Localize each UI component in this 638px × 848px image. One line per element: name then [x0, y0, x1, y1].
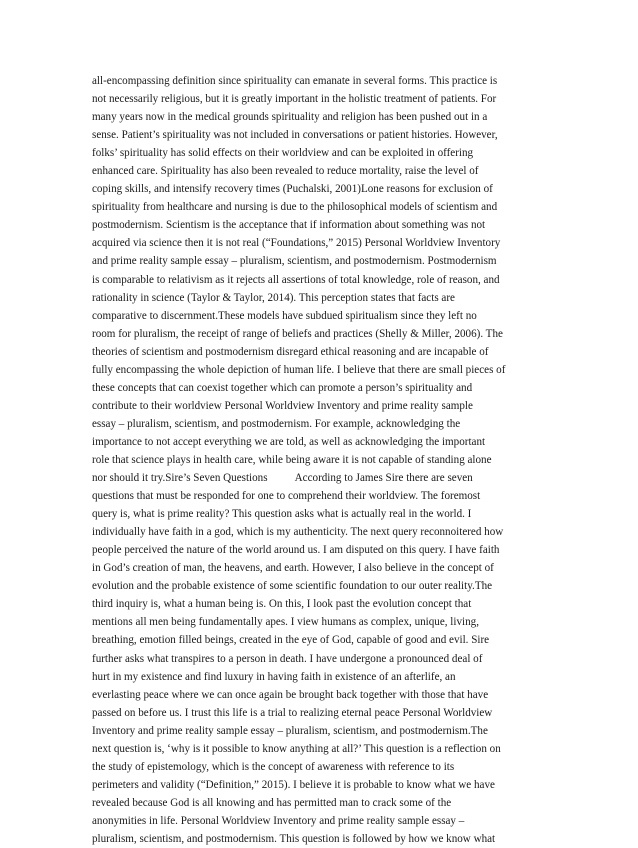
body-text-line: further asks what transpires to a person in death. I have undergone a pronounced deal of: [92, 652, 483, 665]
body-text-line: Inventory and prime reality sample essay – pluralism, scientism, and postmodernism.The: [92, 724, 488, 737]
body-text-line: breathing, emotion filled beings, created in the eye of God, capable of good and evil. Sire: [92, 634, 490, 647]
body-text-line: folks’ spirituality has solid effects on their worldview and can be exploited in offering: [92, 147, 474, 160]
body-text-line: essay – pluralism, scientism, and postmodernism. For example, acknowledging the: [92, 417, 461, 430]
body-text-line: is comparable to relativism as it rejects all assertions of total knowledge, role of reason, and: [92, 273, 500, 286]
body-text-line: theories of scientism and postmodernism disregard ethical reasoning and are incapable of: [92, 345, 489, 358]
body-text-line: nor should it try.Sire’s Seven Questions According to James Sire there are seven: [92, 472, 473, 485]
body-text-line: next question is, ‘why is it possible to know anything at all?’ This question is a reflection on: [92, 742, 501, 755]
body-text-line: anonymities in life. Personal Worldview Inventory and prime reality sample essay –: [92, 814, 465, 827]
body-text-line: and prime reality sample essay – pluralism, scientism, and postmodernism. Postmodernism: [92, 255, 497, 268]
body-text-line: evolution and the probable existence of some scientific foundation to our outer reality.The: [92, 580, 493, 593]
body-text-line: in God’s creation of man, the heavens, and earth. However, I also believe in the concept of: [92, 562, 494, 575]
body-text-line: acquired via science then it is not real (“Foundations,” 2015) Personal Worldview Inventory: [92, 237, 501, 250]
body-text-line: these concepts that can coexist together which can promote a person’s spirituality and: [92, 381, 473, 394]
essay-body-text: [92, 72, 552, 848]
body-text-line: everlasting peace where we can once again be brought back together with those that have: [92, 688, 489, 701]
body-text-line: pluralism, scientism, and postmodernism. This question is followed by how we know what: [92, 832, 496, 845]
body-text-line: hurt in my existence and find luxury in having faith in existence of an afterlife, an: [92, 670, 456, 683]
body-text-line: comparative to discernment.These models have subdued spiritualism since they left no: [92, 309, 477, 322]
body-text-line: individually have faith in a god, which is my authenticity. The next query reconnoitered how: [92, 526, 504, 539]
body-text-line: room for pluralism, the receipt of range of beliefs and practices (Shelly & Miller, 2006). The: [92, 327, 503, 340]
body-text-line: enhanced care. Spirituality has also been revealed to reduce mortality, raise the level of: [92, 165, 479, 178]
body-text-line: not necessarily religious, but it is greatly important in the holistic treatment of patients. For: [92, 93, 497, 106]
body-text-line: many years now in the medical grounds spirituality and religion has been pushed out in a: [92, 111, 488, 124]
body-text-line: coping skills, and intensify recovery times (Puchalski, 2001)Lone reasons for exclusion of: [92, 183, 493, 196]
body-text-line: importance to not accept everything we are told, as well as acknowledging the important: [92, 435, 486, 448]
body-text-line: contribute to their worldview Personal Worldview Inventory and prime reality sample: [92, 399, 473, 412]
body-text-line: the study of epistemology, which is the concept of awareness with reference to its: [92, 760, 455, 773]
body-text-line: third inquiry is, what a human being is. On this, I look past the evolution concept that: [92, 598, 472, 611]
body-text-line: people perceived the nature of the world around us. I am disputed on this query. I have faith: [92, 544, 500, 557]
body-text-line: questions that must be responded for one to comprehend their worldview. The foremost: [92, 490, 481, 503]
body-text-line: passed on before us. I trust this life is a trial to realizing eternal peace Personal Worldview: [92, 706, 493, 719]
body-text-line: revealed because God is all knowing and has permitted man to crack some of the: [92, 796, 452, 809]
body-text-line: all-encompassing definition since spirituality can emanate in several forms. This practice is: [92, 75, 498, 87]
body-text-line: role that science plays in health care, while being aware it is not capable of standing alone: [92, 453, 492, 466]
body-text-line: fully encompassing the whole depiction of human life. I believe that there are small pieces of: [92, 363, 506, 376]
body-text-line: spirituality from healthcare and nursing is due to the philosophical models of scientism and: [92, 201, 498, 214]
body-text-line: query is, what is prime reality? This question asks what is actually real in the world. I: [92, 508, 472, 521]
body-text-line: perimeters and validity (“Definition,” 2015). I believe it is probable to know what we have: [92, 778, 495, 791]
body-text-line: mentions all men being fundamentally apes. I view humans as complex, unique, living,: [92, 616, 479, 629]
body-text-line: sense. Patient’s spirituality was not included in conversations or patient histories. However,: [92, 129, 498, 142]
body-text-line: postmodernism. Scientism is the acceptance that if information about something was not: [92, 219, 486, 232]
body-text-line: rationality in science (Taylor & Taylor, 2014). This perception states that facts are: [92, 291, 455, 304]
